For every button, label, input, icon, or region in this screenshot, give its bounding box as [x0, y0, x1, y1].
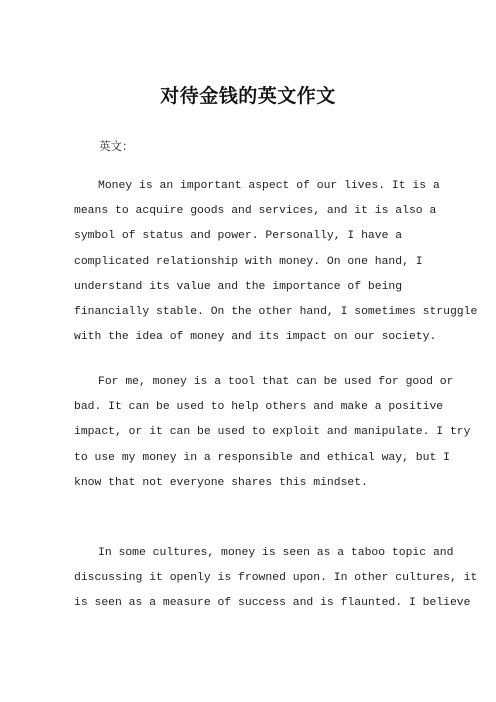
paragraph-line: understand its value and the importance of being: [74, 280, 403, 293]
paragraph-line: impact, or it can be used to exploit and manipulate. I try: [74, 426, 471, 439]
paragraph-line: Money is an important aspect of our lives. It is a: [98, 180, 440, 192]
paragraph-line: is seen as a measure of success and is flaunted. I believe: [74, 597, 471, 610]
paragraph: [74, 174, 478, 350]
paragraph-line: For me, money is a tool that can be used for good or: [98, 376, 454, 388]
paragraph-line: bad. It can be used to help others and make a positive: [74, 401, 444, 414]
paragraph-line: discussing it openly is frowned upon. In other cultures, it: [74, 572, 478, 585]
paragraph-line: symbol of status and power. Personally, I have a: [74, 230, 403, 243]
paragraph-line: complicated relationship with money. On one hand, I: [74, 255, 423, 268]
paragraph-line: financially stable. On the other hand, I sometimes struggle: [74, 305, 478, 318]
section-label: 英文：: [99, 139, 134, 153]
document-title: 对待金钱的英文作文: [160, 85, 336, 107]
paragraph: [74, 541, 478, 617]
paragraph-line: know that not everyone shares this mindset.: [74, 476, 368, 489]
paragraph-line: means to acquire goods and services, and it is also a: [74, 205, 437, 218]
paragraph-line: In some cultures, money is seen as a taboo topic and: [98, 547, 454, 559]
paragraph-line: with the idea of money and its impact on our society.: [74, 331, 437, 344]
paragraph-line: to use my money in a responsible and ethical way, but I: [74, 451, 450, 464]
paragraph: [74, 370, 471, 496]
